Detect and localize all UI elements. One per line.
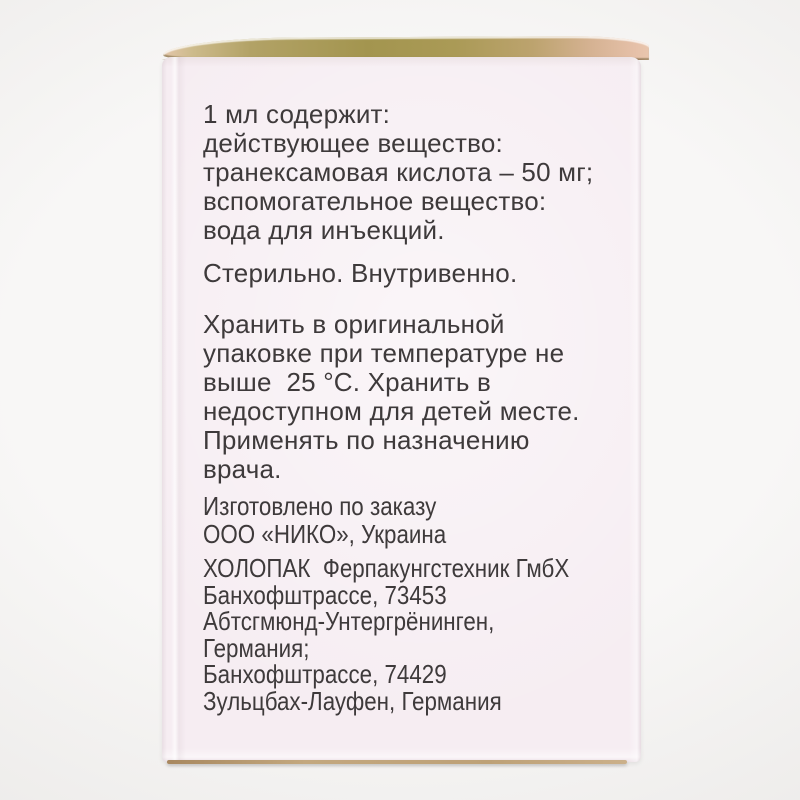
text-line: Абтсгмюнд-Унтергрёнинген, bbox=[203, 606, 495, 636]
text-line: Зульцбах-Лауфен, Германия bbox=[203, 685, 502, 716]
text-line: Германия; bbox=[203, 632, 310, 663]
text-line: транексамовая кислота – 50 мг; bbox=[203, 157, 594, 187]
text-line: упаковке при температуре не bbox=[203, 338, 565, 368]
text-line: врача. bbox=[203, 454, 282, 484]
sterile-route-text bbox=[203, 259, 517, 288]
storage-instructions-text bbox=[203, 310, 580, 484]
text-line: действующее вещество: bbox=[203, 128, 503, 158]
composition-text bbox=[203, 100, 593, 245]
text-line: Хранить в оригинальной bbox=[203, 309, 505, 339]
text-line: выше 25 °С. Хранить в bbox=[203, 367, 492, 397]
text-line: вода для инъекций. bbox=[203, 215, 445, 245]
text-line: недоступном для детей месте. bbox=[203, 396, 580, 426]
box-bottom-edge bbox=[167, 760, 627, 764]
medicine-box bbox=[162, 57, 641, 762]
text-line: Банхофштрассе, 74429 bbox=[203, 659, 447, 689]
manufacturer-address-text bbox=[203, 555, 569, 714]
text-line: Банхофштрассе, 73453 bbox=[203, 579, 447, 610]
text-line: Применять по назначению bbox=[203, 425, 530, 455]
text-line: Стерильно. Внутривенно. bbox=[203, 258, 518, 288]
ordered-by-text bbox=[203, 493, 446, 548]
text-line: 1 мл содержит: bbox=[203, 99, 391, 129]
text-line: вспомогательное вещество: bbox=[203, 186, 547, 216]
box-front-face bbox=[162, 57, 641, 762]
text-line: Изготовлено по заказу bbox=[203, 491, 437, 521]
text-line: ООО «НИКО», Украина bbox=[203, 518, 447, 549]
text-line: ХОЛОПАК Ферпакунгстехник ГмбХ bbox=[203, 553, 570, 583]
